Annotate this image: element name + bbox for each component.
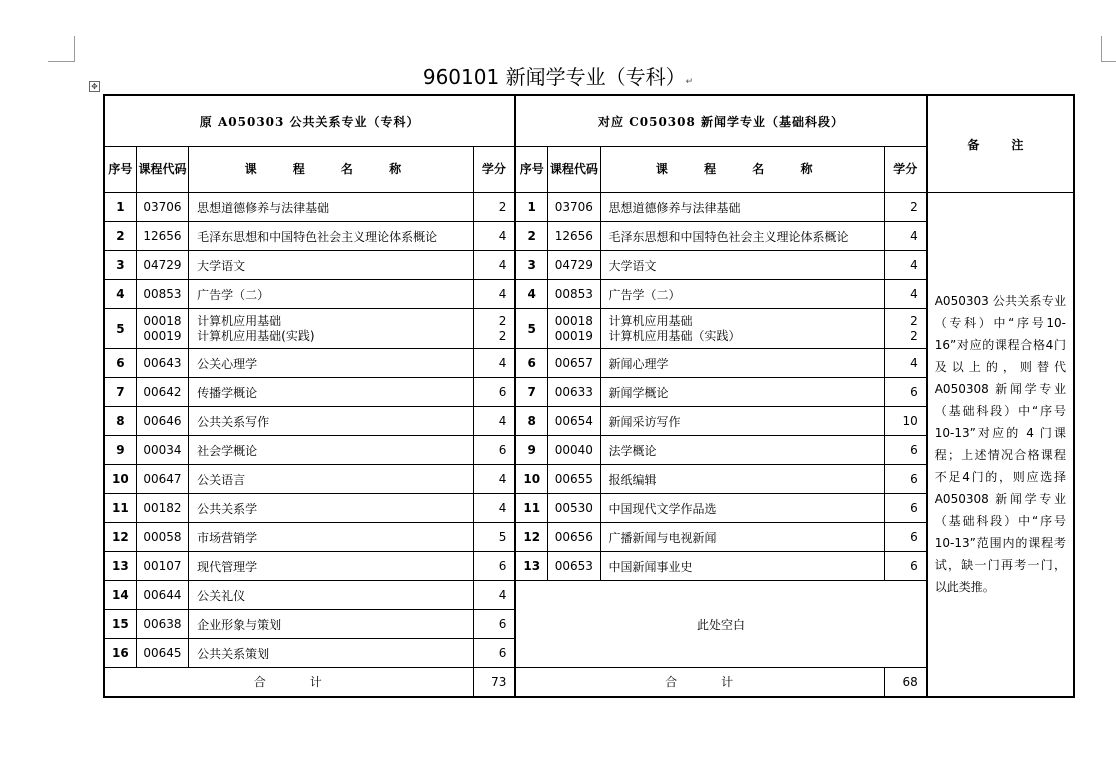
blank-note: 此处空白	[515, 581, 926, 668]
course-name: 企业形象与策划	[189, 610, 473, 639]
course-name: 新闻心理学	[600, 349, 884, 378]
course-code: 00656	[548, 523, 600, 552]
course-code: 00107	[136, 552, 188, 581]
course-code: 00657	[548, 349, 600, 378]
course-credit: 6	[884, 494, 926, 523]
course-name	[600, 309, 884, 349]
course-credit: 5	[473, 523, 515, 552]
course-name: 新闻采访写作	[600, 407, 884, 436]
course-code: 00653	[548, 552, 600, 581]
left-total-label: 合 计	[104, 668, 473, 697]
course-credit: 10	[884, 407, 926, 436]
row-seq: 13	[104, 552, 136, 581]
course-credit: 2	[473, 193, 515, 222]
cell-line-2: 00019	[143, 328, 182, 343]
course-credit: 6	[884, 378, 926, 407]
course-code: 00853	[136, 280, 188, 309]
course-credit: 6	[473, 639, 515, 668]
right-total-label: 合 计	[515, 668, 884, 697]
remark-text: A050303 公共关系专业（专科）中“序号10-16”对应的课程合格4门及以上的，则替代A050308 新闻学专业（基础科段）中“序号10-13”对应的 4 门课程；上述情况合格课程不足4门的，则应选择A050308 新闻学专业（基础科段）中“序号10-13”范围内的课程考试，缺一门再考一门，以此类推。	[927, 193, 1074, 697]
row-seq: 13	[515, 552, 547, 581]
row-seq: 8	[104, 407, 136, 436]
course-code: 00530	[548, 494, 600, 523]
course-code: 00644	[136, 581, 188, 610]
cell-line-2: 计算机应用基础(实践)	[197, 328, 315, 343]
course-code: 04729	[548, 251, 600, 280]
course-name: 广告学（二）	[189, 280, 473, 309]
course-code: 00655	[548, 465, 600, 494]
course-name: 新闻学概论	[600, 378, 884, 407]
row-seq: 10	[104, 465, 136, 494]
course-code: 00058	[136, 523, 188, 552]
course-credit	[473, 309, 515, 349]
course-credit	[884, 309, 926, 349]
course-code	[136, 309, 188, 349]
row-seq: 5	[104, 309, 136, 349]
course-name: 大学语文	[189, 251, 473, 280]
course-credit: 6	[884, 552, 926, 581]
course-code: 00633	[548, 378, 600, 407]
right-total-value: 68	[884, 668, 926, 697]
row-seq: 2	[104, 222, 136, 251]
course-code	[548, 309, 600, 349]
course-mapping-table	[103, 94, 1075, 698]
row-seq: 12	[104, 523, 136, 552]
course-credit: 6	[473, 436, 515, 465]
row-seq: 9	[104, 436, 136, 465]
row-seq: 5	[515, 309, 547, 349]
cell-line-2: 2	[498, 328, 507, 343]
cell-line-2: 计算机应用基础（实践）	[608, 328, 741, 343]
course-credit: 4	[884, 349, 926, 378]
course-credit: 4	[473, 251, 515, 280]
course-credit: 4	[473, 280, 515, 309]
course-name: 思想道德修养与法律基础	[189, 193, 473, 222]
col-header-seq: 序号	[515, 147, 547, 193]
course-name: 思想道德修养与法律基础	[600, 193, 884, 222]
course-credit: 4	[473, 494, 515, 523]
course-name: 公共关系策划	[189, 639, 473, 668]
cell-line-1: 2	[498, 313, 507, 328]
cell-line-2: 2	[910, 328, 918, 343]
course-name: 公关语言	[189, 465, 473, 494]
col-header-credit: 学分	[473, 147, 515, 193]
row-seq: 10	[515, 465, 547, 494]
row-seq: 12	[515, 523, 547, 552]
col-header-name: 课 程 名 称	[189, 147, 473, 193]
course-code: 00645	[136, 639, 188, 668]
right-section-header: 对应 C050308 新闻学专业（基础科段）	[515, 95, 926, 147]
course-code: 04729	[136, 251, 188, 280]
title-text: 960101 新闻学专业（专科）	[422, 65, 686, 89]
course-code: 00654	[548, 407, 600, 436]
course-name: 现代管理学	[189, 552, 473, 581]
left-section-header: 原 A050303 公共关系专业（专科）	[104, 95, 515, 147]
course-credit: 4	[473, 222, 515, 251]
row-seq: 16	[104, 639, 136, 668]
course-credit: 4	[884, 280, 926, 309]
row-seq: 8	[515, 407, 547, 436]
crop-mark-top-right-h	[1101, 61, 1116, 62]
row-seq: 3	[515, 251, 547, 280]
row-seq: 11	[104, 494, 136, 523]
row-seq: 14	[104, 581, 136, 610]
course-code: 00034	[136, 436, 188, 465]
course-credit: 6	[884, 436, 926, 465]
course-credit: 6	[884, 523, 926, 552]
course-name: 社会学概论	[189, 436, 473, 465]
course-code: 00647	[136, 465, 188, 494]
row-seq: 1	[104, 193, 136, 222]
row-seq: 4	[515, 280, 547, 309]
course-credit: 6	[473, 378, 515, 407]
course-credit: 4	[884, 251, 926, 280]
course-code: 00853	[548, 280, 600, 309]
course-code: 00182	[136, 494, 188, 523]
course-credit: 4	[473, 465, 515, 494]
course-code: 03706	[136, 193, 188, 222]
crop-mark-top-left-h	[48, 61, 75, 62]
row-seq: 6	[104, 349, 136, 378]
course-credit: 4	[473, 349, 515, 378]
col-header-credit: 学分	[884, 147, 926, 193]
course-name: 市场营销学	[189, 523, 473, 552]
course-name: 公关心理学	[189, 349, 473, 378]
row-seq: 7	[515, 378, 547, 407]
row-seq: 15	[104, 610, 136, 639]
row-seq: 11	[515, 494, 547, 523]
crop-mark-top-right-v	[1101, 36, 1102, 62]
table-row	[104, 193, 1074, 222]
course-credit: 6	[473, 552, 515, 581]
col-header-code: 课程代码	[136, 147, 188, 193]
course-name: 公共关系学	[189, 494, 473, 523]
row-seq: 4	[104, 280, 136, 309]
row-seq: 6	[515, 349, 547, 378]
row-seq: 2	[515, 222, 547, 251]
col-header-name: 课 程 名 称	[600, 147, 884, 193]
table-move-handle[interactable]: ✥	[89, 81, 100, 92]
course-code: 00643	[136, 349, 188, 378]
cell-line-1: 2	[910, 313, 918, 328]
course-code: 00642	[136, 378, 188, 407]
col-header-code: 课程代码	[548, 147, 600, 193]
left-total-value: 73	[473, 668, 515, 697]
course-name: 中国新闻事业史	[600, 552, 884, 581]
row-seq: 9	[515, 436, 547, 465]
course-name: 报纸编辑	[600, 465, 884, 494]
course-name: 法学概论	[600, 436, 884, 465]
course-code: 00638	[136, 610, 188, 639]
cell-line-1: 计算机应用基础	[197, 313, 282, 328]
course-code: 00040	[548, 436, 600, 465]
course-name: 广告学（二）	[600, 280, 884, 309]
course-code: 00646	[136, 407, 188, 436]
document-title	[0, 64, 1116, 95]
course-name	[189, 309, 473, 349]
course-name: 毛泽东思想和中国特色社会主义理论体系概论	[189, 222, 473, 251]
paragraph-mark: ↵	[685, 77, 694, 87]
remark-header: 备 注	[927, 95, 1074, 193]
cell-line-1: 计算机应用基础	[608, 313, 693, 328]
course-credit: 2	[884, 193, 926, 222]
course-name: 传播学概论	[189, 378, 473, 407]
course-code: 03706	[548, 193, 600, 222]
course-name: 公关礼仪	[189, 581, 473, 610]
course-code: 12656	[136, 222, 188, 251]
course-name: 公共关系写作	[189, 407, 473, 436]
course-credit: 4	[473, 407, 515, 436]
col-header-seq: 序号	[104, 147, 136, 193]
course-credit: 4	[473, 581, 515, 610]
course-code: 12656	[548, 222, 600, 251]
course-credit: 6	[473, 610, 515, 639]
row-seq: 1	[515, 193, 547, 222]
cell-line-1: 00018	[143, 313, 182, 328]
cell-line-1: 00018	[554, 313, 593, 328]
course-name: 广播新闻与电视新闻	[600, 523, 884, 552]
course-credit: 4	[884, 222, 926, 251]
course-name: 毛泽东思想和中国特色社会主义理论体系概论	[600, 222, 884, 251]
row-seq: 7	[104, 378, 136, 407]
course-name: 中国现代文学作品选	[600, 494, 884, 523]
crop-mark-top-left-v	[74, 36, 75, 62]
row-seq: 3	[104, 251, 136, 280]
course-name: 大学语文	[600, 251, 884, 280]
course-credit: 6	[884, 465, 926, 494]
cell-line-2: 00019	[554, 328, 593, 343]
